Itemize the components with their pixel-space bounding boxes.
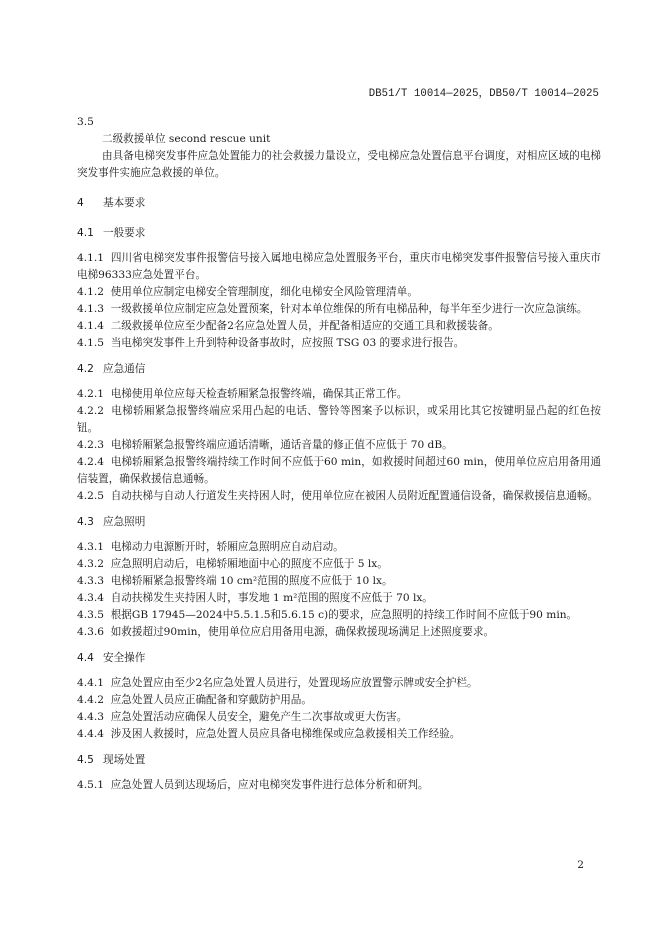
clause-number: 4.3.1 xyxy=(77,541,104,553)
chapter-heading xyxy=(77,195,601,212)
clause-text: 电梯轿厢紧急报警终端应采用凸起的电话、警铃等图案予以标识，或采用比其它按键明显凸起的红色按钮。 xyxy=(77,405,601,434)
document-code-header: DB51/T 10014—2025，DB50/T 10014—2025 xyxy=(368,88,599,100)
term-name: 二级救援单位 second rescue unit xyxy=(102,133,271,145)
clause xyxy=(77,301,601,318)
clause-number: 4.1.3 xyxy=(77,303,104,315)
clause xyxy=(77,284,601,301)
clause-number: 4.2.3 xyxy=(77,439,104,451)
clause xyxy=(77,318,601,335)
clause-text: 应急处置活动应确保人员安全，避免产生二次事故或更大伤害。 xyxy=(110,711,408,723)
clause-number: 4.3.3 xyxy=(77,575,104,587)
section-number: 4.2 xyxy=(77,363,94,375)
section-heading xyxy=(77,225,601,242)
clause-text: 电梯轿厢紧急报警终端应通话清晰，通话音量的修正值不应低于 70 dB。 xyxy=(110,439,453,451)
clause-number: 4.1.1 xyxy=(77,252,104,264)
section-heading xyxy=(77,361,601,378)
section-title: 安全操作 xyxy=(103,652,146,664)
clause-text: 二级救援单位应至少配备2名应急处置人员，并配备相适应的交通工具和救援装备。 xyxy=(110,320,499,332)
clause xyxy=(77,675,601,692)
clause-text: 应急照明启动后，电梯轿厢地面中心的照度不应低于 5 lx。 xyxy=(110,558,388,570)
clause-text: 涉及困人救援时，应急处置人员应具备电梯维保或应急救援相关工作经验。 xyxy=(110,728,461,740)
section-title: 应急照明 xyxy=(103,516,146,528)
clause-text: 电梯使用单位应每天检查轿厢紧急报警终端，确保其正常工作。 xyxy=(110,388,408,400)
term-definition: 由具备电梯突发事件应急处置能力的社会救援力量设立，受电梯应急处置信息平台调度，对相应区域的电梯突发事件实施应急救援的单位。 xyxy=(77,150,601,179)
clause xyxy=(77,403,601,437)
clause xyxy=(77,726,601,743)
clause-text: 应急处置人员应正确配备和穿戴防护用品。 xyxy=(110,694,312,706)
clause-number: 4.5.1 xyxy=(77,779,104,791)
clause xyxy=(77,777,601,794)
section-heading xyxy=(77,514,601,531)
clause-number: 4.3.4 xyxy=(77,592,104,604)
clause xyxy=(77,488,601,505)
term-number: 3.5 xyxy=(77,116,94,128)
clause-text: 使用单位应制定电梯安全管理制度，细化电梯安全风险管理清单。 xyxy=(110,286,418,298)
clause-text: 电梯动力电源断开时，轿厢应急照明应自动启动。 xyxy=(110,541,344,553)
clause-text: 自动扶梯发生夹持困人时，事发地 1 m²范围的照度不应低于 70 lx。 xyxy=(110,592,433,604)
clause-number: 4.4.2 xyxy=(77,694,104,706)
section-title: 现场处置 xyxy=(103,754,146,766)
clause xyxy=(77,692,601,709)
clause-text: 应急处置人员到达现场后，应对电梯突发事件进行总体分析和研判。 xyxy=(110,779,429,791)
chapter-title: 基本要求 xyxy=(103,197,146,209)
clause-number: 4.3.2 xyxy=(77,558,104,570)
clause xyxy=(77,590,601,607)
clause-number: 4.2.1 xyxy=(77,388,104,400)
clause-number: 4.4.4 xyxy=(77,728,104,740)
clause xyxy=(77,556,601,573)
clause xyxy=(77,607,601,624)
clause-number: 4.4.1 xyxy=(77,677,104,689)
clause-number: 4.2.5 xyxy=(77,490,104,502)
clause-text: 根据GB 17945—2024中5.5.1.5和5.6.15 c)的要求，应急照明的持续工作时间不应低于90 min。 xyxy=(110,609,578,621)
clause xyxy=(77,335,601,352)
clause xyxy=(77,386,601,403)
clause-number: 4.2.4 xyxy=(77,456,104,468)
clause-text: 应急处置应由至少2名应急处置人员进行，处置现场应放置警示牌或安全护栏。 xyxy=(110,677,478,689)
clause-text: 一级救援单位应制定应急处置预案，针对本单位维保的所有电梯品种，每半年至少进行一次应急演练。 xyxy=(110,303,588,315)
clause xyxy=(77,454,601,488)
section-number: 4.4 xyxy=(77,652,94,664)
clause-text: 电梯轿厢紧急报警终端 10 cm²范围的照度不应低于 10 lx。 xyxy=(110,575,393,587)
clause xyxy=(77,250,601,284)
clause xyxy=(77,539,601,556)
clause-text: 四川省电梯突发事件报警信号接入属地电梯应急处置服务平台，重庆市电梯突发事件报警信号接入重庆市电梯96333应急处置平台。 xyxy=(77,252,601,281)
clause-number: 4.2.2 xyxy=(77,405,104,417)
document-body xyxy=(77,114,601,794)
chapter-number: 4 xyxy=(77,197,84,209)
page-number: 2 xyxy=(577,859,584,871)
clause-number: 4.4.3 xyxy=(77,711,104,723)
clause-number: 4.3.6 xyxy=(77,626,104,638)
clause xyxy=(77,573,601,590)
clause xyxy=(77,437,601,454)
clause xyxy=(77,624,601,641)
clause xyxy=(77,709,601,726)
clause-number: 4.1.5 xyxy=(77,337,104,349)
clause-text: 当电梯突发事件上升到特种设备事故时，应按照 TSG 03 的要求进行报告。 xyxy=(110,337,465,349)
section-title: 一般要求 xyxy=(103,227,146,239)
section-heading xyxy=(77,752,601,769)
clause-number: 4.1.4 xyxy=(77,320,104,332)
section-number: 4.5 xyxy=(77,754,94,766)
clause-number: 4.3.5 xyxy=(77,609,104,621)
section-number: 4.1 xyxy=(77,227,94,239)
clause-number: 4.1.2 xyxy=(77,286,104,298)
clause-text: 自动扶梯与自动人行道发生夹持困人时，使用单位应在被困人员附近配置通信设备，确保救援信息通畅。 xyxy=(110,490,599,502)
section-heading xyxy=(77,650,601,667)
section-number: 4.3 xyxy=(77,516,94,528)
clause-text: 如救援超过90min，使用单位应启用备用电源，确保救援现场满足上述照度要求。 xyxy=(110,626,495,638)
clause-text: 电梯轿厢紧急报警终端持续工作时间不应低于60 min，如救援时间超过60 min，使用单位应启用备用通信装置，确保救援信息通畅。 xyxy=(77,456,601,485)
section-title: 应急通信 xyxy=(103,363,146,375)
